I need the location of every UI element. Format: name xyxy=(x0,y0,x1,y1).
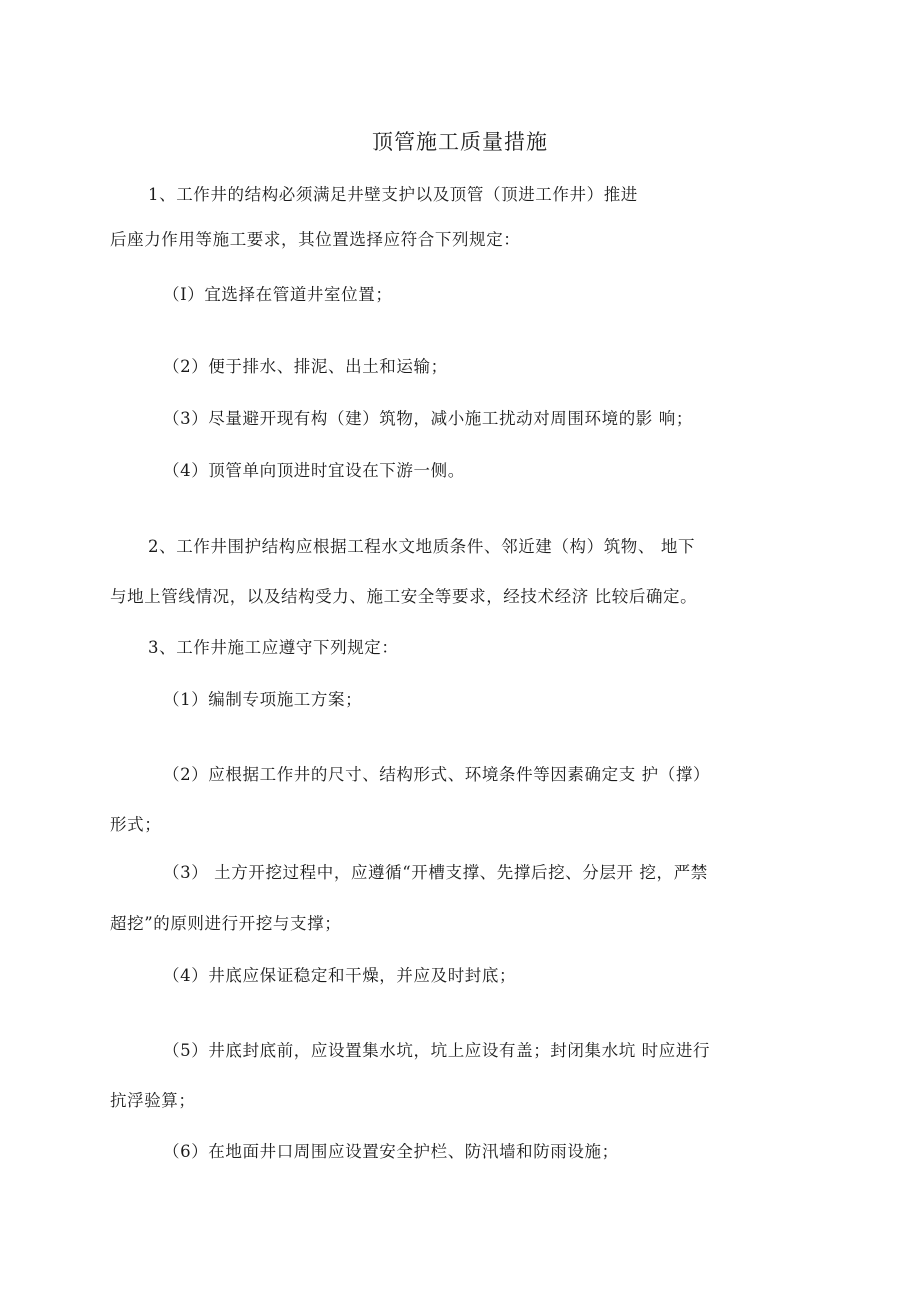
paragraph-2-line-1: 2、工作井围护结构应根据工程水文地质条件、邻近建（构）筑物、 地下 xyxy=(148,537,696,556)
item-3-6: （6）在地面井口周围应设置安全护栏、防汛墙和防雨设施； xyxy=(163,1142,619,1161)
paragraph-1-line-1: 1、工作井的结构必须满足井壁支护以及顶管（顶进工作井）推进 xyxy=(148,185,638,204)
item-1-2: （2）便于排水、排泥、出土和运输； xyxy=(163,357,448,376)
item-1-1: （I）宜选择在管道井室位置； xyxy=(163,285,393,304)
paragraph-2-line-2: 与地上管线情况，以及结构受力、施工安全等要求，经技术经济 比较后确定。 xyxy=(110,587,698,606)
item-3-3-line-1: （3） 土方开挖过程中，应遵循“开槽支撑、先撑后挖、分层开 挖，严禁 xyxy=(163,863,708,882)
item-3-2-line-2: 形式； xyxy=(110,815,162,834)
item-1-3: （3）尽量避开现有构（建）筑物，减小施工扰动对周围环境的影 响； xyxy=(163,409,693,428)
paragraph-3-heading: 3、工作井施工应遵守下列规定： xyxy=(148,638,399,657)
item-3-3-line-2: 超挖”的原则进行开挖与支撑； xyxy=(110,914,342,933)
item-3-4: （4）井底应保证稳定和干燥，并应及时封底； xyxy=(163,966,517,985)
paragraph-1-line-2: 后座力作用等施工要求，其位置选择应符合下列规定： xyxy=(110,230,521,249)
item-3-2-line-1: （2）应根据工作井的尺寸、结构形式、环境条件等因素确定支 护（撑） xyxy=(163,765,711,784)
item-1-4: （4）顶管单向顶进时宜设在下游一侧。 xyxy=(163,461,465,480)
item-3-1: （1）编制专项施工方案； xyxy=(163,690,363,709)
item-3-5-line-1: （5）井底封底前，应设置集水坑，坑上应设有盖；封闭集水坑 时应进行 xyxy=(163,1041,711,1060)
item-3-5-line-2: 抗浮验算； xyxy=(110,1091,196,1110)
page-title: 顶管施工质量措施 xyxy=(372,130,548,154)
